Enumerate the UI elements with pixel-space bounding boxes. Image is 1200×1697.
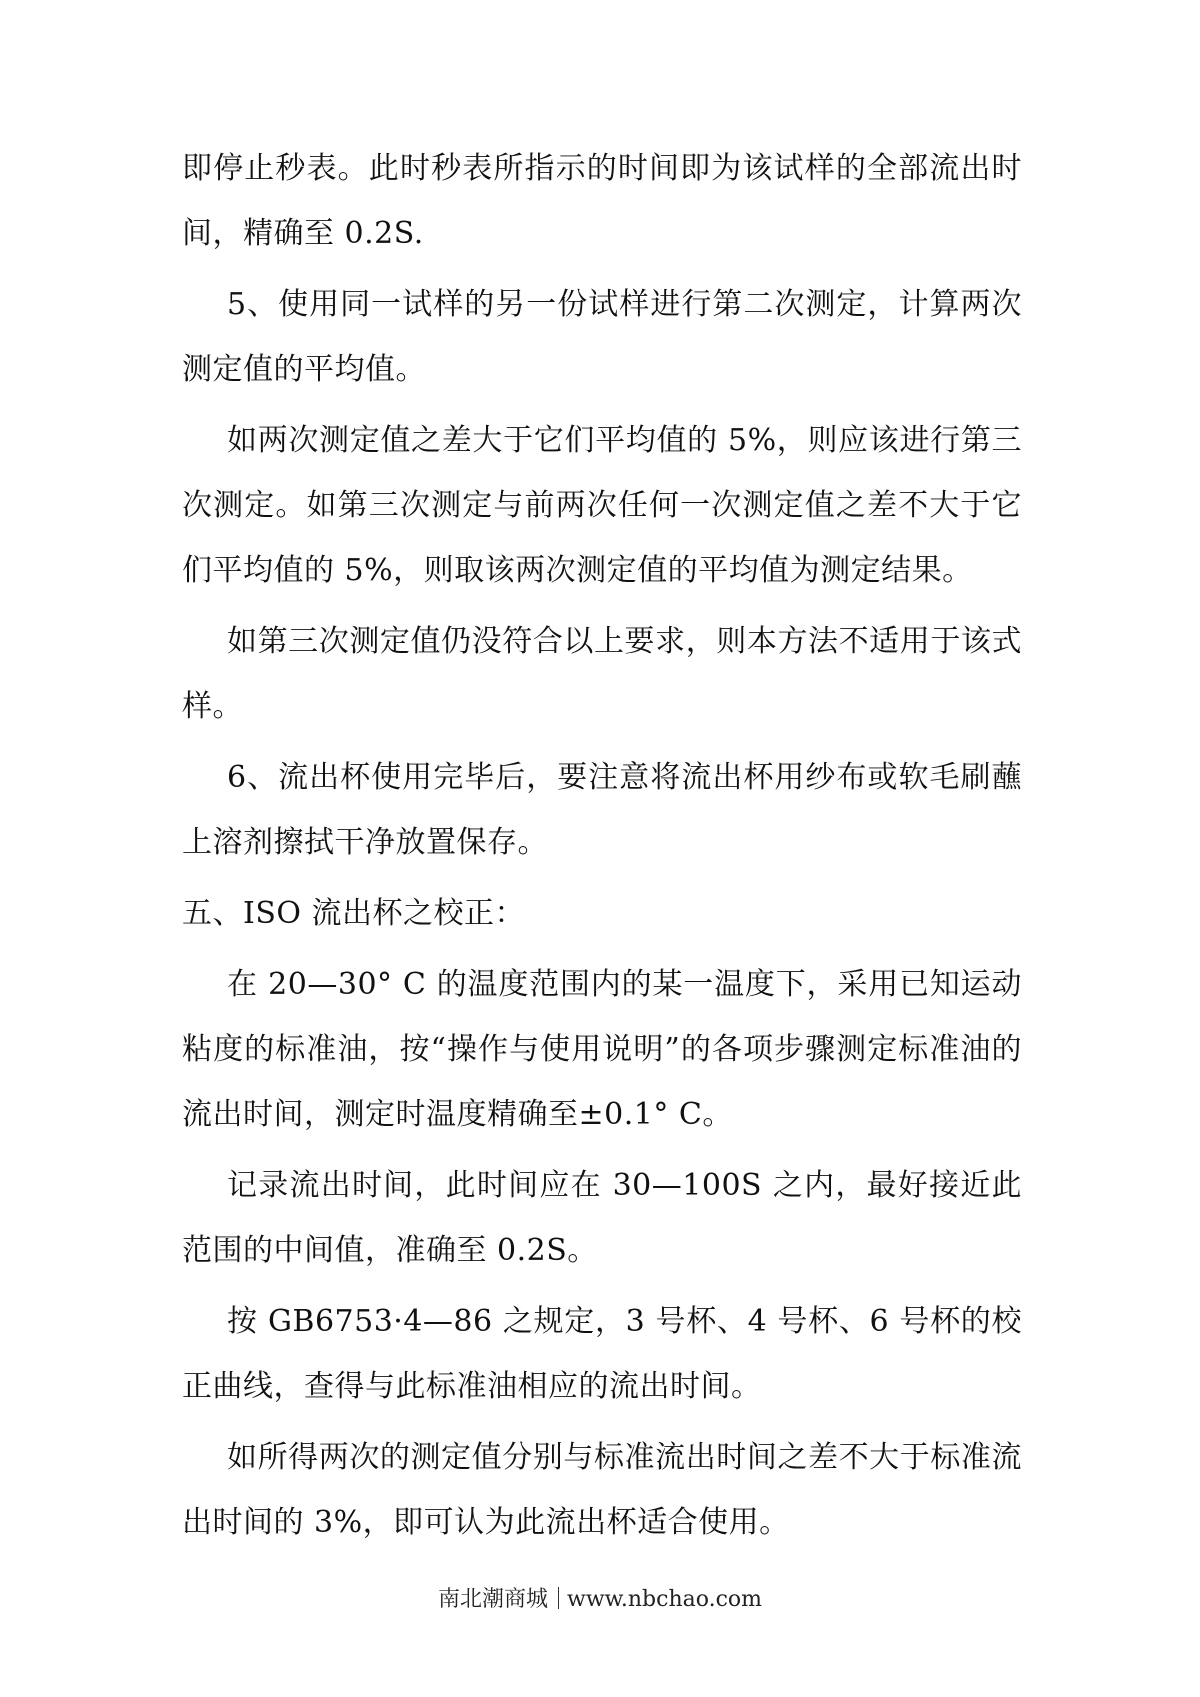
paragraph-3: 如两次测定值之差大于它们平均值的 5%，则应该进行第三次测定。如第三次测定与前两次任何一次测定值之差不大于它们平均值的 5%，则取该两次测定值的平均值为测定结果。: [182, 423, 1022, 588]
paragraph-8: 记录流出时间，此时间应在 30—100S 之内，最好接近此范围的中间值，准确至 0.2S。: [182, 1168, 1022, 1268]
page-footer: [0, 1585, 1200, 1615]
footer-url-link[interactable]: www.nbchao.com: [567, 1587, 763, 1612]
section-heading-5: 五、ISO 流出杯之校正：: [182, 896, 526, 931]
paragraph-5: 6、流出杯使用完毕后，要注意将流出杯用纱布或软毛刷蘸上溶剂擦拭干净放置保存。: [182, 760, 1022, 860]
paragraph-2: 5、使用同一试样的另一份试样进行第二次测定，计算两次测定值的平均值。: [182, 287, 1022, 387]
paragraph-9: 按 GB6753·4—86 之规定，3 号杯、4 号杯、6 号杯的校正曲线，查得与此标准油相应的流出时间。: [182, 1304, 1022, 1404]
paragraph-10: 如所得两次的测定值分别与标准流出时间之差不大于标准流出时间的 3%，即可认为此流出杯适合使用。: [182, 1440, 1022, 1540]
document-body: [182, 136, 1022, 1561]
paragraph-1: 即停止秒表。此时秒表所指示的时间即为该试样的全部流出时间，精确至 0.2S.: [182, 151, 1022, 251]
footer-site-name: 南北潮商城: [437, 1587, 548, 1612]
paragraph-4: 如第三次测定值仍没符合以上要求，则本方法不适用于该式样。: [182, 624, 1022, 724]
footer-divider: [558, 1587, 559, 1609]
paragraph-7: 在 20—30° C 的温度范围内的某一温度下，采用已知运动粘度的标准油，按“操作与使用说明”的各项步骤测定标准油的流出时间，测定时温度精确至±0.1° C。: [182, 967, 1022, 1132]
